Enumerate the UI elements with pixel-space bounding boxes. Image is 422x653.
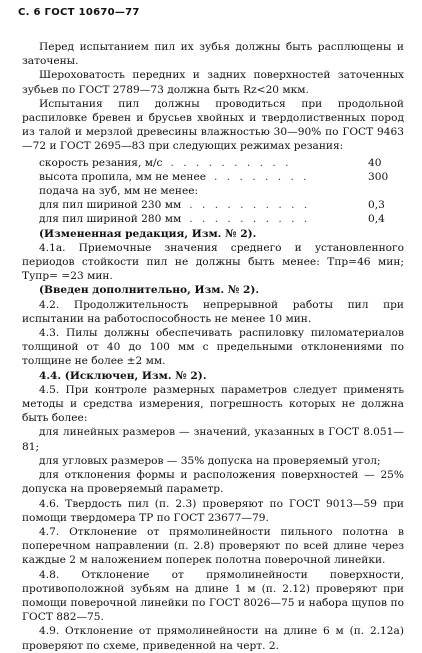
paragraph-4-6: 4.6. Твердость пил (п. 2.3) проверяют по ГОСТ 9013—59 при помощи твердомера ТР по ГОСТ 23677—79. xyxy=(22,497,404,524)
paragraph-test-conditions: Испытания пил должны проводиться при продольной распиловке бревен и брусьев хвойных и твердолиственных пород из талой и мерзлой древесины влажностью 30—90% по ГОСТ 9463—72 и ГОСТ 2695—83 при следующих режимах резания: xyxy=(22,97,404,153)
paragraph-4-3: 4.3. Пилы должны обеспечивать распиловку пиломатериалов толщиной от 40 до 100 мм с предельными отклонениями по толщине не более ±2 мм. xyxy=(22,327,404,368)
paragraph-4-1a: 4.1а. Приемочные значения среднего и установленного периодов стойкости пил не должны быть менее: Тпр=46 мин; Тупр= =23 мин. xyxy=(22,241,404,283)
paragraph-4-5-linear: для линейных размеров — значений, указанных в ГОСТ 8.051—81; xyxy=(22,426,404,453)
amendment-note: (Измененная редакция, Изм. № 2). xyxy=(39,227,257,240)
param-row-speed xyxy=(39,156,404,170)
paragraph-sharpening: Перед испытанием пил их зубья должны быть расплющены и заточены. xyxy=(22,41,404,68)
page-header: С. 6 ГОСТ 10670—77 xyxy=(18,7,140,18)
param-label: для пил шириной 280 мм xyxy=(39,213,182,226)
param-value: 0,4 xyxy=(368,213,385,226)
document-body xyxy=(22,40,404,653)
amendment-note: (Введен дополнительно, Изм. № 2). xyxy=(39,284,260,297)
param-label: подача на зуб, мм не менее: xyxy=(39,185,199,198)
leader-dots: . . . . . . . . . . xyxy=(170,156,292,169)
leader-dots: . . . . . . . . xyxy=(214,170,310,183)
param-row-feed xyxy=(39,184,404,198)
paragraph-roughness: Шероховатость передних и задних поверхностей заточенных зубьев по ГОСТ 2789—73 должна быть Rz<20 мкм. xyxy=(22,69,404,96)
paragraph-4-7: 4.7. Отклонение от прямолинейности пильного полотна в поперечном направлении (п. 2.8) проверяют по всей длине через каждые 2 м наложением поперек полотна поверочной линейки. xyxy=(22,525,404,567)
param-label: высота пропила, мм не менее xyxy=(39,170,207,183)
param-label: для пил шириной 230 мм xyxy=(39,199,182,212)
paragraph-4-5-form: для отклонения формы и расположения поверхностей — 25% допуска на проверяемый параметр. xyxy=(22,469,404,496)
param-value: 40 xyxy=(368,156,382,169)
paragraph-4-4: 4.4. (Исключен, Изм. № 2). xyxy=(39,369,207,382)
param-row-width-280 xyxy=(39,212,404,226)
paragraph-4-5: 4.5. При контроле размерных параметров следует применять методы и средства измерения, погрешность которых не должна быть более: xyxy=(22,383,404,425)
leader-dots: . . . . . . . . . . xyxy=(189,213,311,226)
leader-dots: . . . . . . . . . . xyxy=(189,199,311,212)
param-row-width-230 xyxy=(39,198,404,212)
param-value: 0,3 xyxy=(368,199,385,212)
paragraph-4-2: 4.2. Продолжительность непрерывной работы пил при испытании на работоспособность не менее 10 мин. xyxy=(22,298,404,325)
paragraph-4-9: 4.9. Отклонение от прямолинейности на длине 6 м (п. 2.12а) проверяют по схеме, приведенной на черт. 2. xyxy=(22,625,404,652)
paragraph-4-5-angular: для угловых размеров — 35% допуска на проверяемый угол; xyxy=(39,454,381,467)
param-label: скорость резания, м/с xyxy=(39,156,163,169)
paragraph-4-8: 4.8. Отклонение от прямолинейности поверхности, противоположной зубьям на длине 1 м (п. 2.12) проверяют при помощи поверочной линейки по ГОСТ 8026—75 и набора щупов по ГОСТ 882—75. xyxy=(22,568,404,624)
cutting-parameters-list xyxy=(22,156,404,227)
param-row-height xyxy=(39,170,404,184)
param-value: 300 xyxy=(368,170,389,183)
